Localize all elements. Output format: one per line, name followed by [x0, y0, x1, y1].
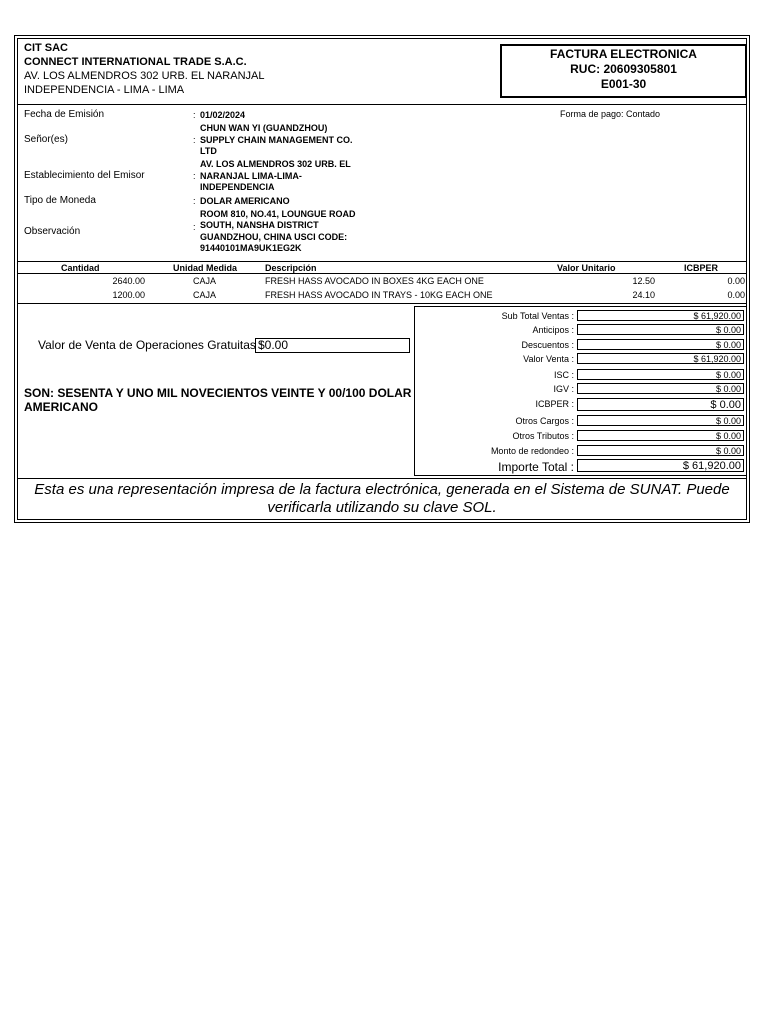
total-label-otros-tributos: Otros Tributos :	[512, 431, 574, 441]
issuer-address: AV. LOS ALMENDROS 302 URB. EL NARANJAL	[24, 70, 265, 82]
issuer-block	[24, 41, 264, 97]
total-value-importe: $ 61,920.00	[577, 459, 744, 472]
th-icbper: ICBPER	[684, 263, 719, 273]
th-cantidad: Cantidad	[61, 263, 100, 273]
gratuitas-value: $0.00	[255, 338, 410, 353]
senor-value-3: LTD	[200, 146, 217, 156]
obs-value-2: SOUTH, NANSHA DISTRICT	[200, 220, 319, 230]
total-value-otros-cargos: $ 0.00	[577, 415, 744, 426]
issuer-short-name: CIT SAC	[24, 42, 68, 54]
doc-ruc: RUC: 20609305801	[570, 62, 677, 76]
row2-descripcion: FRESH HASS AVOCADO IN TRAYS - 10KG EACH ONE	[265, 290, 493, 300]
amount-in-words: SON: SESENTA Y UNO MIL NOVECIENTOS VEINTE Y 00/100 DOLAR AMERICANO	[24, 386, 412, 414]
total-value-sub-total: $ 61,920.00	[577, 310, 744, 321]
issuer-district: INDEPENDENCIA - LIMA - LIMA	[24, 84, 185, 96]
total-value-igv: $ 0.00	[577, 383, 744, 394]
estab-colon: :	[193, 171, 196, 181]
row2-cantidad: 1200.00	[112, 290, 145, 300]
total-value-otros-tributos: $ 0.00	[577, 430, 744, 441]
moneda-value: DOLAR AMERICANO	[200, 196, 290, 206]
total-label-importe: Importe Total :	[498, 460, 574, 474]
estab-label: Establecimiento del Emisor	[24, 170, 145, 181]
moneda-colon: :	[193, 196, 196, 206]
doc-type: FACTURA ELECTRONICA	[550, 47, 697, 61]
gratuitas-label: Valor de Venta de Operaciones Gratuitas :	[38, 338, 263, 352]
obs-label: Observación	[24, 226, 81, 237]
fecha-colon: :	[193, 110, 196, 120]
table-header-divider	[17, 273, 747, 274]
total-value-isc: $ 0.00	[577, 369, 744, 380]
total-value-redondeo: $ 0.00	[577, 445, 744, 456]
row1-icbper: 0.00	[727, 276, 745, 286]
row1-valor-unitario: 12.50	[632, 276, 655, 286]
fecha-value: 01/02/2024	[200, 110, 246, 120]
row1-descripcion: FRESH HASS AVOCADO IN BOXES 4KG EACH ONE	[265, 276, 484, 286]
th-descripcion: Descripción	[265, 263, 317, 273]
total-value-descuentos: $ 0.00	[577, 339, 744, 350]
total-label-anticipos: Anticipos :	[532, 325, 574, 335]
total-label-isc: ISC :	[553, 370, 574, 380]
sunat-notice: Esta es una representación impresa de la factura electrónica, generada en el Sistema de SUNAT. Puede verificarla utilizando su clave SOL.	[34, 481, 730, 516]
estab-value-3: INDEPENDENCIA	[200, 182, 275, 192]
total-label-sub-total: Sub Total Ventas :	[501, 311, 574, 321]
moneda-label: Tipo de Moneda	[24, 195, 96, 206]
obs-value-4: 91440101MA9UK1EG2K	[200, 243, 302, 253]
total-label-valor-venta: Valor Venta :	[523, 354, 574, 364]
header-divider	[17, 104, 747, 105]
senor-value-2: SUPPLY CHAIN MANAGEMENT CO.	[200, 135, 353, 145]
senor-value-1: CHUN WAN YI (GUANDZHOU)	[200, 123, 328, 133]
total-label-descuentos: Descuentos :	[521, 340, 574, 350]
invoice-id-box	[500, 44, 747, 98]
total-label-redondeo: Monto de redondeo :	[490, 446, 574, 456]
items-table	[17, 261, 747, 304]
row1-unidad: CAJA	[193, 276, 217, 286]
row2-valor-unitario: 24.10	[632, 290, 655, 300]
total-label-icbper: ICBPER :	[535, 399, 574, 409]
fecha-label: Fecha de Emisión	[24, 109, 105, 120]
senor-colon: :	[193, 135, 196, 145]
obs-value-3: GUANDZHOU, CHINA USCI CODE:	[200, 232, 348, 242]
estab-value-1: AV. LOS ALMENDROS 302 URB. EL	[200, 159, 351, 169]
th-valor-unitario: Valor Unitario	[557, 263, 616, 273]
row2-icbper: 0.00	[727, 290, 745, 300]
th-unidad: Unidad Medida	[173, 263, 238, 273]
total-label-otros-cargos: Otros Cargos :	[515, 416, 574, 426]
obs-colon: :	[193, 222, 196, 232]
issuer-full-name: CONNECT INTERNATIONAL TRADE S.A.C.	[24, 56, 247, 68]
estab-value-2: NARANJAL LIMA-LIMA-	[200, 171, 302, 181]
total-label-igv: IGV :	[553, 384, 574, 394]
row1-cantidad: 2640.00	[112, 276, 145, 286]
total-value-valor-venta: $ 61,920.00	[577, 353, 744, 364]
obs-value-1: ROOM 810, NO.41, LOUNGUE ROAD	[200, 209, 356, 219]
total-value-icbper: $ 0.00	[577, 398, 744, 411]
total-value-anticipos: $ 0.00	[577, 324, 744, 335]
footer-divider	[17, 478, 747, 479]
forma-pago: Forma de pago: Contado	[560, 109, 661, 119]
senor-label: Señor(es)	[24, 134, 68, 145]
doc-number: E001-30	[600, 77, 647, 91]
row2-unidad: CAJA	[193, 290, 217, 300]
